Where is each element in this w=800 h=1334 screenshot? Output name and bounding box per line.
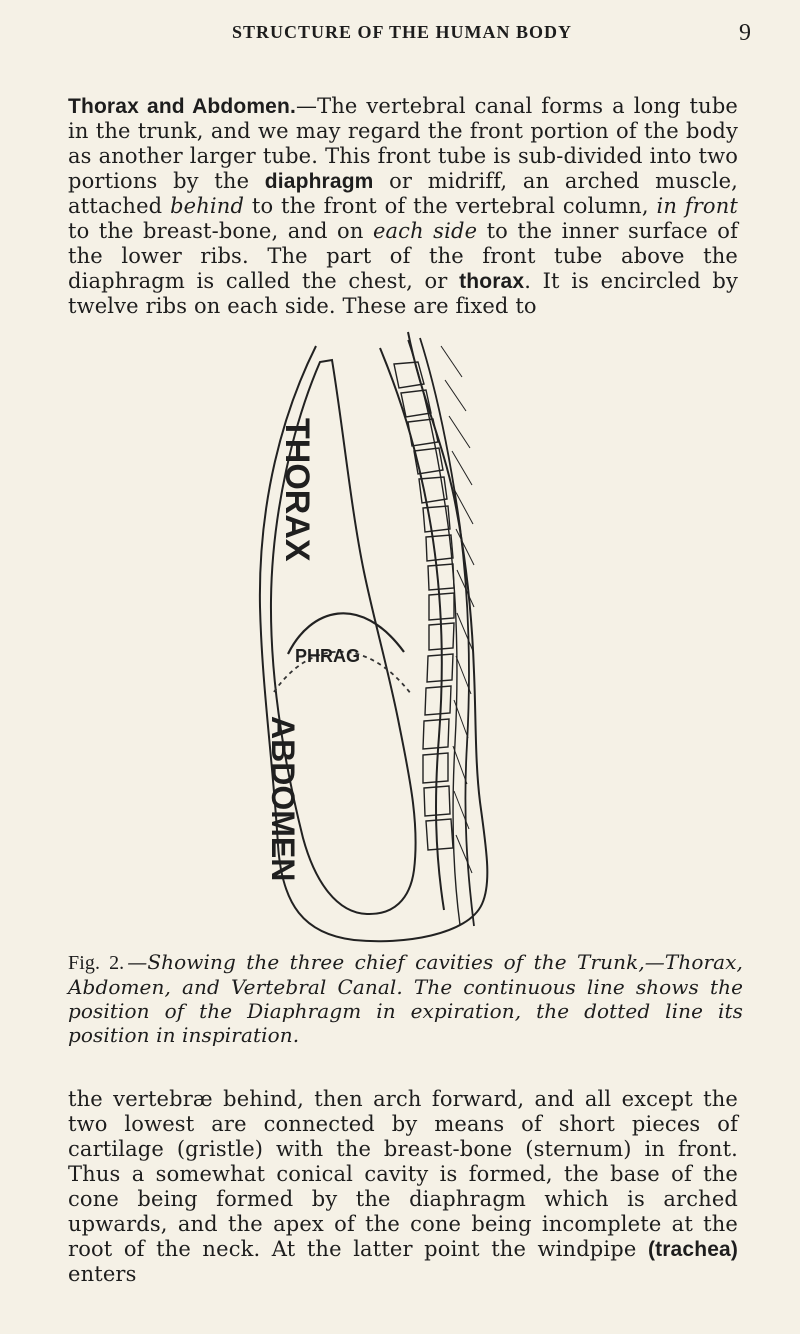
body-paragraph-top xyxy=(68,94,738,319)
paragraph-bottom-segment-3: enters xyxy=(68,1262,137,1286)
vertebral-column-outline xyxy=(380,348,444,910)
vertebra xyxy=(426,819,453,850)
vertebra xyxy=(426,535,453,561)
figure-label-thorax: THORAX xyxy=(278,418,316,562)
term-thorax: thorax xyxy=(459,270,525,293)
section-heading: Thorax and Abdomen. xyxy=(68,95,296,118)
figure-caption xyxy=(68,950,743,1047)
vertebra xyxy=(423,753,448,783)
page-header xyxy=(64,12,800,52)
anatomical-figure xyxy=(248,322,548,958)
paragraph-top-segment-11: . It is encircled by twelve ribs on each side. These are fixed to xyxy=(68,269,738,318)
hatch-line xyxy=(445,380,466,411)
term-behind: behind xyxy=(170,194,245,218)
trunk-cavities-diagram xyxy=(248,322,548,958)
vertebra xyxy=(425,686,451,715)
running-head: STRUCTURE OF THE HUMAN BODY xyxy=(232,22,573,42)
figure-caption-label: Fig. 2. xyxy=(68,952,125,974)
paragraph-bottom-segment-1: the vertebræ behind, then arch forward, and all except the two lowest are connected by means of short pieces of cartilage (gristle) with the breast-bone (sternum) in front. Thus a somewhat conical cavity is formed, the base of the cone being formed by the diaphragm which is arched upwards, and the apex of the cone being incomplete at the root of the neck. At the latter point the windpipe xyxy=(68,1087,738,1261)
body-paragraph-bottom xyxy=(68,1087,738,1287)
hatch-line xyxy=(454,791,469,829)
term-each-side: each side xyxy=(372,219,478,243)
vertebra xyxy=(423,719,449,749)
vertebra xyxy=(414,448,443,474)
hatch-line xyxy=(453,746,467,784)
vertebra xyxy=(428,564,454,590)
paragraph-top-segment-3: or midriff, an arched muscle, attached xyxy=(68,169,738,218)
paragraph-top-segment-9: to the inner surface of the lower ribs. The part of the front tube above the diaphragm is called the chest, or xyxy=(68,219,739,293)
hatch-line xyxy=(452,451,472,485)
term-in-front: in front xyxy=(656,194,738,218)
term-diaphragm: diaphragm xyxy=(264,170,374,193)
figure-caption-text: —Showing the three chief cavities of the Trunk,—Thorax, Abdomen, and Vertebral Canal. The continuous line shows the position of the Diaphragm in expiration, the dotted line its position in inspiration. xyxy=(68,950,743,1047)
page-number: 9 xyxy=(739,20,751,46)
vertebra xyxy=(427,654,453,682)
spinal-hatching xyxy=(441,346,474,873)
paragraph-top-segment-7: to the breast-bone, and on xyxy=(68,219,373,243)
hatch-line xyxy=(441,346,462,377)
term-trachea: (trachea) xyxy=(647,1238,738,1261)
paragraph-top-segment-1: —The vertebral canal forms a long tube in the trunk, and we may regard the front portion of the body as another larger tube. This front tube is sub-divided into two portions by the xyxy=(68,94,738,193)
hatch-line xyxy=(456,835,472,873)
paragraph-top-segment-5: to the front of the vertebral column, xyxy=(244,194,657,218)
figure-label-abdomen: ABDOMEN xyxy=(265,716,301,882)
figure-label-phragm: PHRAG xyxy=(295,646,361,666)
vertebral-canal-line xyxy=(420,338,474,926)
hatch-line xyxy=(449,416,470,448)
